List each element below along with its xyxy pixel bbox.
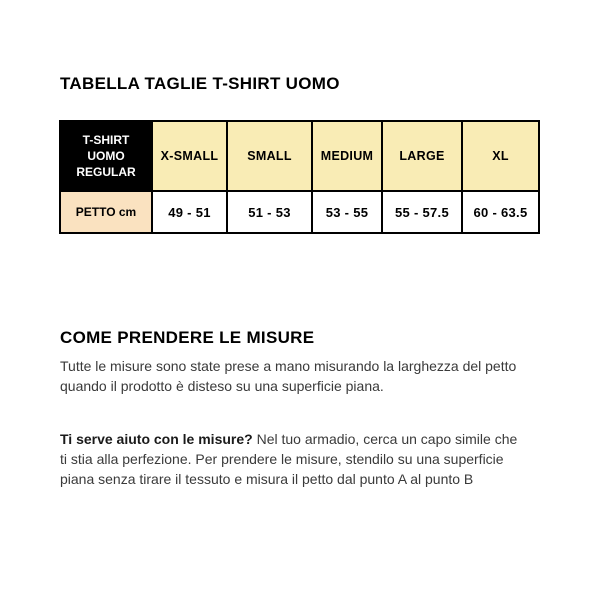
- chest-value-medium: 53 - 55: [312, 191, 382, 233]
- measure-help-text: Nel tuo armadio, cerca un capo simile che ti stia alla perfezione. Per prendere le misure, stendilo su una superficie piana senza tirare il tessuto e misura il petto dal punto A al punto B: [60, 431, 518, 487]
- chest-measure-row: [60, 191, 539, 233]
- row-label-cell-petto: PETTO cm: [60, 191, 152, 233]
- measure-help-lead: Ti serve aiuto con le misure?: [60, 431, 253, 447]
- size-header-cell-xl: XL: [462, 121, 539, 191]
- size-table-header-row: [60, 121, 539, 191]
- measure-intro-paragraph: Tutte le misure sono state prese a mano misurando la larghezza del petto quando il prodotto è disteso su una superficie piana.: [60, 358, 517, 394]
- size-header-cell-small: SMALL: [227, 121, 312, 191]
- size-header-cell-xsmall: X-SMALL: [152, 121, 227, 191]
- size-header-cell-medium: MEDIUM: [312, 121, 382, 191]
- chest-value-large: 55 - 57.5: [382, 191, 462, 233]
- size-chart-title: TABELLA TAGLIE T-SHIRT UOMO: [60, 74, 340, 93]
- size-header-cell-large: LARGE: [382, 121, 462, 191]
- measure-help-paragraph: [60, 429, 528, 489]
- chest-value-small: 51 - 53: [227, 191, 312, 233]
- chest-value-xsmall: 49 - 51: [152, 191, 227, 233]
- chest-value-xl: 60 - 63.5: [462, 191, 539, 233]
- corner-header-cell: T-SHIRT UOMO REGULAR: [60, 121, 152, 191]
- size-table: [59, 120, 540, 234]
- measure-section-heading: COME PRENDERE LE MISURE: [60, 328, 315, 347]
